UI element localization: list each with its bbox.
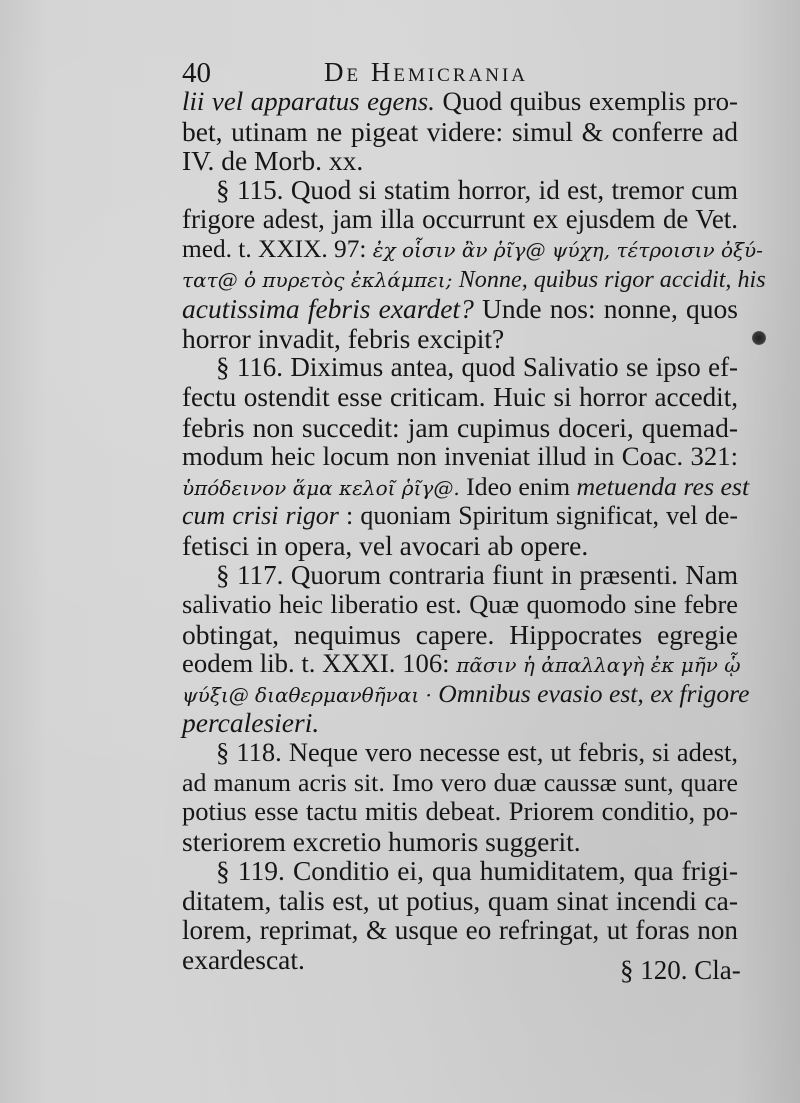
text-segment: IV. de Morb. xx. <box>182 145 364 177</box>
text-segment: horror invadit, febris excipit? <box>182 322 505 354</box>
text-line <box>182 324 738 354</box>
text-line <box>182 265 766 295</box>
text-segment: § 118. Neque vero necesse est, ut febris, si adest, <box>216 737 738 768</box>
text-segment: obtingat, nequimus capere. Hippocrates egregie <box>182 618 738 650</box>
text-line <box>182 294 738 324</box>
text-segment: ditatem, talis est, ut potius, quam sinat incendi ca- <box>182 885 738 917</box>
italic-text: lii vel apparatus egens. <box>182 86 435 116</box>
greek-quotation: πᾶσιν ἡ ἀπαλλαγὴ ἐκ μῆν ᾧ <box>456 653 741 678</box>
greek-quotation: τατ@ ὁ πυρετὸς ἐκλάμπει; <box>182 267 459 292</box>
text-line <box>182 738 738 768</box>
text-segment: § 119. Conditio ei, qua humiditatem, qua frigi- <box>216 855 738 887</box>
greek-quotation: ἐχ οἷσιν ἂν ῥῖγ@ ψύχη, τέτροισιν ὀξύ- <box>372 237 763 262</box>
text-segment: salivatio heic liberatio est. Quæ quomodo sine febre <box>182 589 738 620</box>
text-segment: ad manum acris sit. Imo vero duæ caussæ sunt, quare <box>182 767 738 797</box>
ink-blot <box>752 331 766 345</box>
text-segment: Unde nos: nonne, quos <box>473 293 738 325</box>
page-number: 40 <box>182 57 211 89</box>
catchword: § 120. Cla- <box>620 955 741 985</box>
text-segment: fetisci in opera, vel avocari ab opere. <box>182 529 589 561</box>
italic-text: Nonne, quibus rigor accidit, his <box>458 265 766 293</box>
text-line <box>182 561 738 591</box>
text-segment: § 116. Diximus antea, quod Salivatio se ipso ef- <box>216 352 738 383</box>
greek-quotation: ψύξι@ διαθερμανθῆναι · <box>182 682 439 707</box>
text-segment: potius esse tactu mitis debeat. Priorem conditio, po- <box>182 796 738 827</box>
text-line <box>182 531 738 561</box>
text-segment: Quod quibus exemplis pro- <box>434 86 738 116</box>
text-line <box>182 856 738 886</box>
text-line <box>182 413 738 443</box>
text-segment: steriorem excretio humoris suggerit. <box>182 825 581 857</box>
text-segment: exardescat. <box>182 944 305 976</box>
text-line <box>182 442 738 472</box>
text-line <box>182 768 738 798</box>
text-line <box>182 501 738 531</box>
text-segment: modum heic locum non inveniat illud in Coac. 321: <box>182 441 738 472</box>
text-line <box>182 797 738 827</box>
text-segment: febris non succedit: jam cupimus doceri, quemad- <box>182 411 738 443</box>
text-line <box>182 708 738 738</box>
text-line <box>182 234 763 265</box>
text-line <box>182 620 738 650</box>
text-segment: Ideo enim <box>466 471 577 501</box>
text-segment: fectu ostendit esse criticam. Huic si horror accedit, <box>182 381 738 412</box>
text-line <box>182 471 750 502</box>
text-segment: med. t. XXIX. 97: <box>182 234 373 263</box>
text-segment: § 117. Quorum contraria fiunt in præsenti. Nam <box>216 559 738 590</box>
text-line <box>182 205 738 235</box>
text-line <box>182 916 738 946</box>
text-line <box>182 383 738 413</box>
text-line <box>182 648 741 679</box>
text-line <box>182 176 738 206</box>
text-line <box>182 886 738 916</box>
text-line <box>182 87 738 117</box>
body-text <box>182 86 766 976</box>
italic-text: cum crisi rigor <box>182 501 339 531</box>
page-title: De Hemicrania <box>324 57 529 87</box>
text-segment: bet, utinam ne pigeat videre: simul & conferre ad <box>182 115 738 147</box>
text-segment: lorem, reprimat, & usque eo refringat, ut foras non <box>182 914 738 945</box>
text-segment: : quoniam Spiritum significat, vel de- <box>338 501 738 531</box>
text-line <box>182 590 738 620</box>
text-line <box>182 827 738 857</box>
italic-text: percalesieri. <box>182 707 320 739</box>
greek-quotation: ὑπόδεινον ἅμα κελοῖ ῥῖγ@. <box>182 475 467 500</box>
text-line <box>182 117 738 147</box>
text-segment: § 115. Quod si statim horror, id est, tremor cum <box>216 174 738 205</box>
text-line <box>182 353 738 383</box>
text-segment: eodem lib. t. XXXI. 106: <box>182 648 457 679</box>
text-line <box>182 678 750 709</box>
text-line <box>182 146 738 176</box>
text-segment: frigore adest, jam illa occurrunt ex ejusdem de Vet. <box>182 204 738 235</box>
italic-text: acutissima febris exardet? <box>182 293 474 325</box>
italic-text: metuenda res est <box>576 471 750 501</box>
italic-text: Omnibus evasio est, ex frigore <box>438 678 750 708</box>
